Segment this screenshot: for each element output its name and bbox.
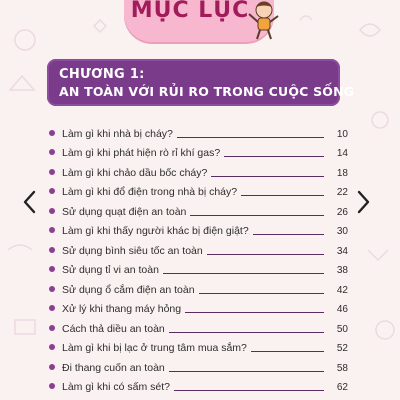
toc-entry-page: 10 <box>336 128 348 140</box>
toc-entry-title: Sử dụng ổ cắm điện an toàn <box>62 283 195 296</box>
bullet-icon <box>49 247 55 253</box>
toc-entry[interactable] <box>46 297 348 317</box>
toc-entry-title: Xử lý khi thang máy hỏng <box>62 303 182 315</box>
toc-entry-title: Làm gì khi có sấm sét? <box>62 381 170 393</box>
toc-entry[interactable] <box>46 199 348 219</box>
leader-line <box>190 215 324 216</box>
page-title: MỤC LỤC <box>130 0 250 23</box>
toc-entry-page: 14 <box>336 148 348 159</box>
toc-entry-title: Làm gì khi bị lạc ở trung tâm mua sắm? <box>62 342 247 354</box>
leader-line <box>177 137 324 138</box>
toc-entry[interactable] <box>46 219 348 239</box>
toc-entry-page: 46 <box>336 304 348 315</box>
table-of-contents <box>46 121 348 394</box>
bullet-icon <box>49 364 55 370</box>
bullet-icon <box>49 227 55 233</box>
bullet-icon <box>49 266 55 272</box>
toc-entry-title: Sử dụng bình siêu tốc an toàn <box>62 244 203 257</box>
bullet-icon <box>49 169 55 175</box>
toc-entry-page: 34 <box>336 245 348 257</box>
toc-entry-title: Đi thang cuốn an toàn <box>62 361 165 374</box>
bullet-icon <box>49 305 55 311</box>
bullet-icon <box>49 344 55 350</box>
toc-entry-page: 62 <box>336 382 348 393</box>
previous-page-button[interactable] <box>19 186 39 218</box>
toc-entry-title: Sử dụng tỉ vi an toàn <box>62 264 159 276</box>
toc-entry-page: 18 <box>336 167 348 179</box>
bullet-icon <box>49 286 55 292</box>
bullet-icon <box>49 149 55 155</box>
leader-line <box>185 312 324 313</box>
toc-entry[interactable] <box>46 355 348 375</box>
toc-entry-title: Làm gì khi thấy người khác bị điện giật? <box>62 225 249 237</box>
bullet-icon <box>49 383 55 389</box>
toc-entry-title: Làm gì khi phát hiện rò rỉ khí gas? <box>62 147 221 159</box>
leader-line <box>253 234 324 235</box>
toc-entry-title: Làm gì khi nhà bị cháy? <box>62 127 173 140</box>
leader-line <box>207 254 324 255</box>
toc-entry[interactable] <box>46 336 348 356</box>
toc-entry-page: 30 <box>336 226 348 237</box>
leader-line <box>163 273 324 274</box>
toc-entry[interactable] <box>46 375 348 395</box>
chevron-right-icon <box>357 190 371 214</box>
kid-mascot-illustration <box>244 0 282 40</box>
toc-entry-title: Cách thả diều an toàn <box>62 322 165 335</box>
toc-entry-page: 26 <box>336 206 348 218</box>
toc-entry-page: 52 <box>336 343 348 354</box>
next-page-button[interactable] <box>354 186 374 218</box>
toc-entry-page: 58 <box>336 362 348 374</box>
toc-entry[interactable] <box>46 121 348 141</box>
toc-entry-page: 38 <box>336 265 348 276</box>
bullet-icon <box>49 130 55 136</box>
chapter-title: AN TOÀN VỚI RỦI RO TRONG CUỘC SỐNG <box>59 84 355 99</box>
toc-entry[interactable] <box>46 180 348 200</box>
toc-entry-title: Làm gì khi chảo dầu bốc cháy? <box>62 166 208 179</box>
toc-entry[interactable] <box>46 258 348 278</box>
leader-line <box>224 156 324 157</box>
leader-line <box>241 195 324 196</box>
toc-entry[interactable] <box>46 316 348 336</box>
toc-entry-page: 42 <box>336 284 348 296</box>
leader-line <box>174 390 324 391</box>
leader-line <box>169 332 324 333</box>
leader-line <box>199 293 324 294</box>
leader-line <box>211 176 324 177</box>
toc-entry-title: Sử dụng quạt điện an toàn <box>62 205 187 218</box>
leader-line <box>251 351 324 352</box>
toc-entry-page: 50 <box>336 323 348 335</box>
leader-line <box>169 371 324 372</box>
bullet-icon <box>49 188 55 194</box>
toc-entry[interactable] <box>46 160 348 180</box>
chapter-label: CHƯƠNG 1: <box>59 67 145 82</box>
chevron-left-icon <box>22 190 36 214</box>
bullet-icon <box>49 325 55 331</box>
toc-entry-page: 22 <box>336 187 348 198</box>
bullet-icon <box>49 208 55 214</box>
toc-entry[interactable] <box>46 141 348 161</box>
toc-entry[interactable] <box>46 277 348 297</box>
toc-entry-title: Làm gì khi đổ điện trong nhà bị cháy? <box>62 186 238 198</box>
toc-entry[interactable] <box>46 238 348 258</box>
chapter-header <box>47 59 355 106</box>
